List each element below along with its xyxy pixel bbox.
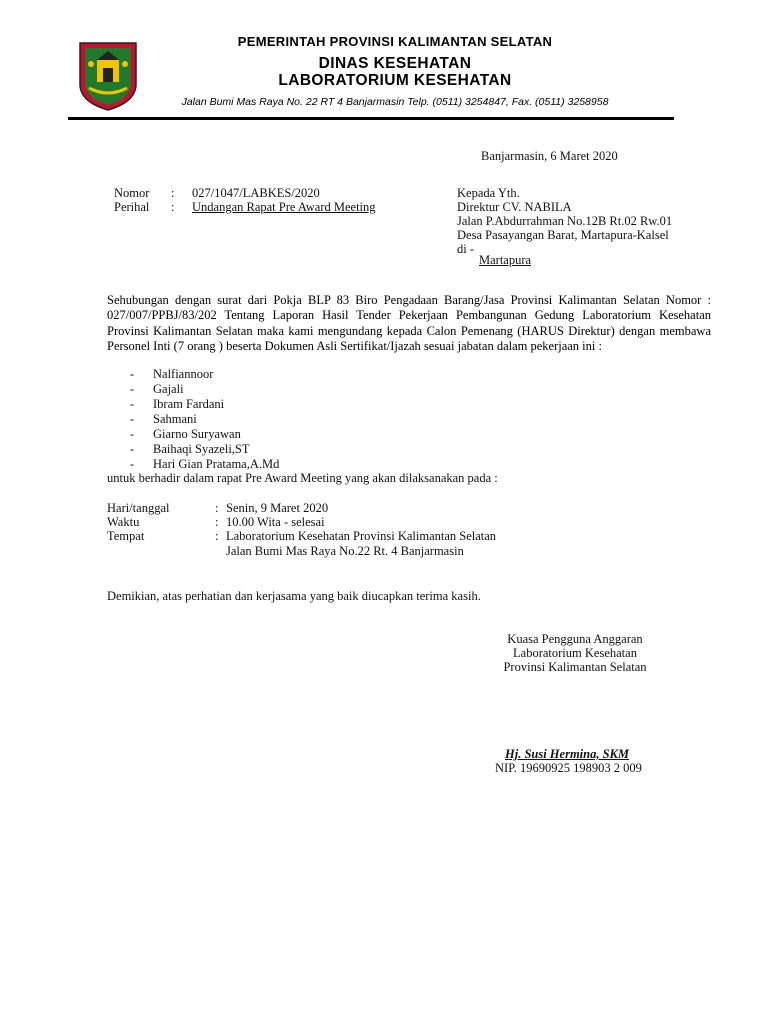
tempat-label: Tempat bbox=[107, 529, 145, 543]
bullet-dash: - bbox=[130, 382, 135, 396]
hari-value: Senin, 9 Maret 2020 bbox=[226, 501, 329, 515]
recipient-line-2: Direktur CV. NABILA bbox=[457, 200, 572, 214]
bullet-dash: - bbox=[130, 367, 135, 381]
bullet-dash: - bbox=[130, 427, 135, 441]
waktu-label: Waktu bbox=[107, 515, 140, 529]
waktu-value: 10.00 Wita - selesai bbox=[226, 515, 325, 529]
tempat-value-line-1: Laboratorium Kesehatan Provinsi Kalimantan Selatan bbox=[226, 529, 497, 543]
personnel-item: Baihaqi Syazeli,ST bbox=[153, 442, 250, 456]
recipient-line-3: Jalan P.Abdurrahman No.12B Rt.02 Rw.01 bbox=[457, 214, 673, 228]
personnel-item: Nalfiannoor bbox=[153, 367, 214, 381]
place-date: Banjarmasin, 6 Maret 2020 bbox=[481, 149, 618, 163]
perihal-label: Perihal bbox=[114, 200, 150, 214]
bullet-dash: - bbox=[130, 457, 135, 471]
hari-colon: : bbox=[215, 501, 219, 515]
recipient-line-4: Desa Pasayangan Barat, Martapura-Kalsel bbox=[457, 228, 669, 242]
signer-nip: NIP. 19690925 198903 2 009 bbox=[495, 761, 642, 775]
signer-role-3: Provinsi Kalimantan Selatan bbox=[503, 660, 647, 674]
recipient-line-1: Kepada Yth. bbox=[457, 186, 520, 200]
signer-role-1: Kuasa Pengguna Anggaran bbox=[507, 632, 643, 646]
perihal-colon: : bbox=[171, 200, 175, 214]
body-paragraph: Sehubungan dengan surat dari Pokja BLP 83 Biro Pengadaan Barang/Jasa Provinsi Kalimantan Selatan Nomor : 027/007/PPBJ/83/202 Tentang Laporan Hasil Tender Pekerjaan Pembangunan Gedung Laboratorium Kesehatan Provinsi Kalimantan Selatan maka kami mengundang kepada Calon Pemenang (HARUS Direktur) dengan membawa Personel Inti (7 orang ) beserta Dokumen Asli Sertifikat/Ijazah sesuai jabatan dalam pekerjaan ini : bbox=[107, 293, 711, 353]
personnel-item: Giarno Suryawan bbox=[153, 427, 241, 441]
unit-name: LABORATORIUM KESEHATAN bbox=[278, 72, 512, 89]
signer-name: Hj. Susi Hermina, SKM bbox=[505, 747, 629, 761]
personnel-item: Ibram Fardani bbox=[153, 397, 225, 411]
department-name: DINAS KESEHATAN bbox=[318, 55, 472, 72]
office-address: Jalan Bumi Mas Raya No. 22 RT 4 Banjarmasin Telp. (0511) 3254847, Fax. (0511) 3258958 bbox=[181, 96, 609, 108]
nomor-label: Nomor bbox=[114, 186, 150, 200]
personnel-item: Sahmani bbox=[153, 412, 197, 426]
bullet-dash: - bbox=[130, 412, 135, 426]
tempat-value-line-2: Jalan Bumi Mas Raya No.22 Rt. 4 Banjarmasin bbox=[226, 544, 464, 558]
letterhead-divider bbox=[68, 117, 674, 120]
waktu-colon: : bbox=[215, 515, 219, 529]
hari-label: Hari/tanggal bbox=[107, 501, 170, 515]
recipient-city: Martapura bbox=[479, 253, 532, 267]
tempat-colon: : bbox=[215, 529, 219, 543]
nomor-colon: : bbox=[171, 186, 175, 200]
perihal-value: Undangan Rapat Pre Award Meeting bbox=[192, 200, 376, 214]
bullet-dash: - bbox=[130, 442, 135, 456]
personnel-item: Gajali bbox=[153, 382, 184, 396]
signer-role-2: Laboratorium Kesehatan bbox=[513, 646, 637, 660]
personnel-item: Hari Gian Pratama,A.Md bbox=[153, 457, 280, 471]
recipient-line-5: di - bbox=[457, 242, 475, 256]
attendance-line: untuk berhadir dalam rapat Pre Award Meeting yang akan dilaksanakan pada : bbox=[107, 471, 498, 485]
nomor-value: 027/1047/LABKES/2020 bbox=[192, 186, 320, 200]
government-name: PEMERINTAH PROVINSI KALIMANTAN SELATAN bbox=[237, 34, 553, 49]
closing-sentence: Demikian, atas perhatian dan kerjasama yang baik diucapkan terima kasih. bbox=[107, 589, 481, 603]
bullet-dash: - bbox=[130, 397, 135, 411]
